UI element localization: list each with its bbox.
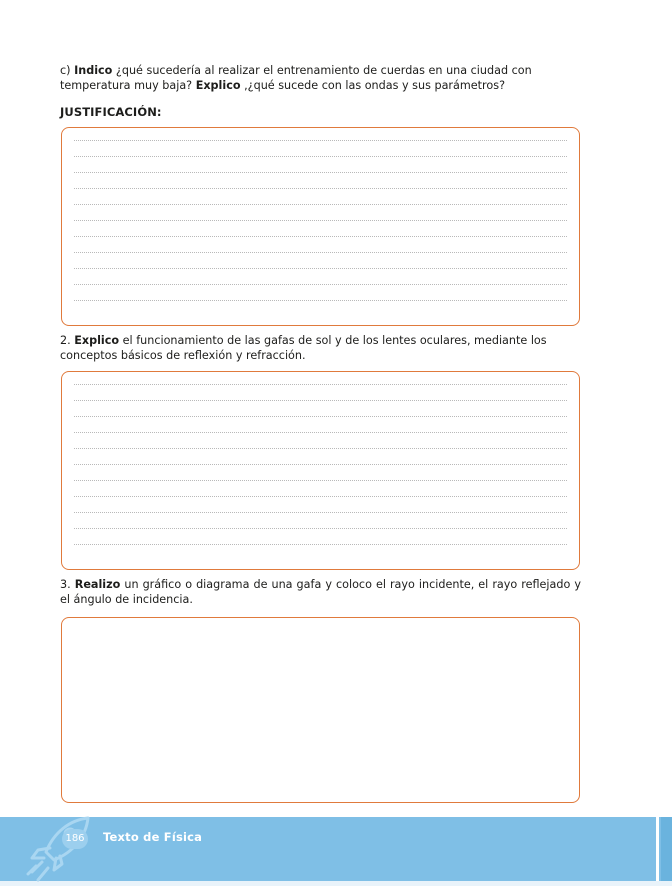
writing-line bbox=[74, 188, 567, 189]
diagram-drawing-box[interactable] bbox=[61, 617, 580, 803]
writing-line bbox=[74, 204, 567, 205]
writing-line bbox=[74, 528, 567, 529]
writing-line bbox=[74, 236, 567, 237]
writing-line bbox=[74, 544, 567, 545]
writing-line bbox=[74, 300, 567, 301]
question-2-verb: Explico bbox=[74, 334, 120, 347]
justification-answer-box[interactable] bbox=[61, 127, 580, 326]
question-2-number: 2. bbox=[60, 334, 75, 347]
question-c-verb-indico: Indico bbox=[74, 64, 113, 77]
writing-line bbox=[74, 268, 567, 269]
writing-line bbox=[74, 448, 567, 449]
footer-strip bbox=[0, 881, 672, 886]
writing-line bbox=[74, 220, 567, 221]
footer-edge-tab bbox=[661, 817, 672, 881]
rocket-icon bbox=[26, 812, 96, 886]
question-c-verb-explico: Explico bbox=[195, 79, 241, 92]
book-title: Texto de Física bbox=[103, 830, 203, 844]
question-2 bbox=[60, 333, 581, 363]
question-c-prefix: c) bbox=[60, 64, 75, 77]
writing-line bbox=[74, 432, 567, 433]
question-c bbox=[60, 63, 581, 93]
writing-line bbox=[74, 416, 567, 417]
writing-line bbox=[74, 384, 567, 385]
writing-line bbox=[74, 400, 567, 401]
writing-line bbox=[74, 156, 567, 157]
question-3-text: un gráfico o diagrama de una gafa y coloco el rayo incidente, el rayo reflejado y el ángulo de incidencia. bbox=[60, 578, 581, 606]
writing-line bbox=[74, 480, 567, 481]
question-3 bbox=[60, 577, 581, 607]
justification-heading: JUSTIFICACIÓN: bbox=[60, 105, 162, 119]
writing-line bbox=[74, 284, 567, 285]
footer-band bbox=[0, 817, 672, 881]
footer-divider bbox=[656, 817, 659, 881]
question-3-number: 3. bbox=[60, 578, 75, 591]
writing-line bbox=[74, 172, 567, 173]
question-3-verb: Realizo bbox=[74, 578, 121, 591]
page-number-badge: 186 bbox=[62, 829, 88, 849]
writing-line bbox=[74, 140, 567, 141]
question-2-text: el funcionamiento de las gafas de sol y de los lentes oculares, mediante los conceptos básicos de reflexión y refracción. bbox=[60, 334, 547, 362]
writing-line bbox=[74, 496, 567, 497]
question-c-text-2: ,¿qué sucede con las ondas y sus parámetros? bbox=[240, 79, 506, 92]
writing-line bbox=[74, 464, 567, 465]
question-c-text-1: ¿qué sucedería al realizar el entrenamiento de cuerdas en una ciudad con temperatura muy baja? bbox=[60, 64, 532, 92]
writing-line bbox=[74, 512, 567, 513]
question-2-answer-box[interactable] bbox=[61, 371, 580, 570]
writing-line bbox=[74, 252, 567, 253]
